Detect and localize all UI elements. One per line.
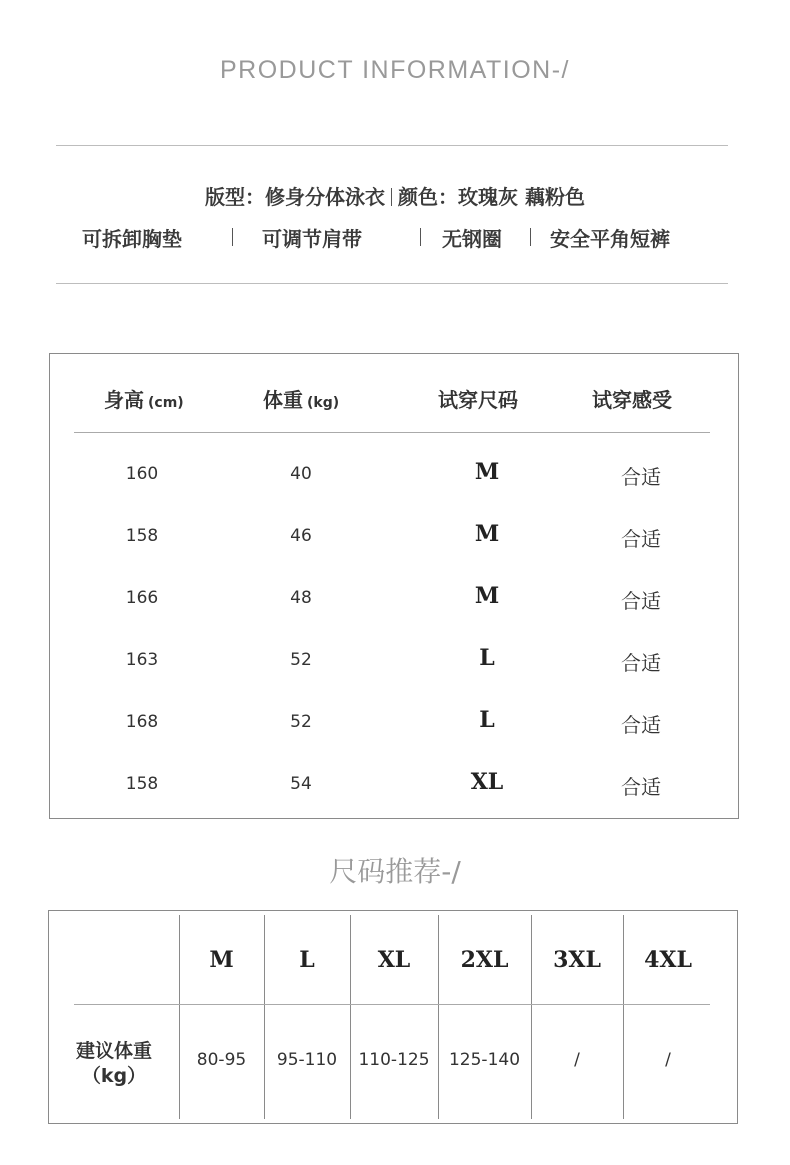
- row-feeling-cell: 合适: [621, 713, 661, 737]
- row-height-cell: 158: [125, 526, 159, 546]
- row-weight-cell: 52: [290, 650, 312, 670]
- row-feeling-cell: 合适: [621, 775, 661, 799]
- feature-safety-shorts: 安全平角短裤: [550, 227, 670, 251]
- header-weight-label: 体重: [263, 388, 303, 412]
- row-size-cell: L: [479, 645, 495, 671]
- recommend-size-3xl: 3XL: [553, 947, 601, 973]
- header-weight-unit: (kg): [307, 395, 340, 411]
- recommend-weight-2xl: 125-140: [448, 1050, 521, 1070]
- row-size-cell: M: [474, 459, 500, 485]
- info-line-style-color: [0, 181, 790, 210]
- row-height-cell: 166: [125, 588, 159, 608]
- row-weight-cell: 52: [290, 712, 312, 732]
- info-separator: [391, 188, 392, 206]
- recommend-size-l: L: [299, 947, 315, 973]
- divider-top: [56, 145, 728, 146]
- row-weight-cell: 48: [290, 588, 312, 608]
- product-information-title: PRODUCT INFORMATION-/: [219, 56, 570, 84]
- recommend-size-4xl: 4XL: [644, 947, 692, 973]
- row-height-cell: 168: [125, 712, 159, 732]
- header-height-unit: (cm): [148, 395, 184, 411]
- row-size-cell: L: [479, 707, 495, 733]
- header-height-label: 身高: [104, 388, 144, 412]
- row-weight-cell: 46: [290, 526, 312, 546]
- column-divider: [179, 915, 180, 1119]
- recommend-label-line1: 建议体重: [75, 1040, 152, 1062]
- recommend-label-line2: （kg）: [81, 1065, 147, 1087]
- recommend-weight-m: 80-95: [196, 1050, 247, 1070]
- row-size-cell: M: [474, 583, 500, 609]
- column-divider: [623, 915, 624, 1119]
- size-recommend-title: 尺码推荐-/: [329, 855, 461, 888]
- recommend-weight-3xl: /: [574, 1050, 580, 1070]
- column-divider: [264, 915, 265, 1119]
- feature-separator: [530, 228, 531, 246]
- row-weight-cell: 40: [290, 464, 312, 484]
- recommend-weight-xl: 110-125: [358, 1050, 430, 1070]
- feature-separator: [232, 228, 233, 246]
- row-size-cell: M: [474, 521, 500, 547]
- header-feeling: 试穿感受: [592, 388, 672, 412]
- row-weight-cell: 54: [290, 774, 312, 794]
- column-divider: [531, 915, 532, 1119]
- row-feeling-cell: 合适: [621, 527, 661, 551]
- row-height-cell: 160: [125, 464, 159, 484]
- recommend-size-xl: XL: [377, 947, 411, 973]
- recommend-weight-l: 95-110: [276, 1050, 338, 1070]
- info-color: 颜色：玫瑰灰 藕粉色: [398, 185, 585, 209]
- size-recommend-table: [48, 910, 738, 1124]
- recommend-weight-4xl: /: [665, 1050, 671, 1070]
- feature-no-underwire: 无钢圈: [442, 227, 502, 251]
- header-weight: [263, 384, 339, 413]
- row-feeling-cell: 合适: [621, 465, 661, 489]
- feature-removable-pads: 可拆卸胸垫: [82, 227, 182, 251]
- recommend-weight-label: [49, 1039, 179, 1089]
- row-size-cell: XL: [470, 769, 504, 795]
- feature-adjustable-straps: 可调节肩带: [262, 227, 362, 251]
- row-height-cell: 163: [125, 650, 159, 670]
- recommend-size-m: M: [209, 947, 234, 973]
- row-height-cell: 158: [125, 774, 159, 794]
- header-divider: [74, 432, 710, 433]
- info-line-features: [0, 223, 790, 253]
- fit-test-table: [49, 353, 739, 819]
- header-height: [104, 384, 184, 413]
- row-feeling-cell: 合适: [621, 651, 661, 675]
- divider-bottom: [56, 283, 728, 284]
- column-divider: [438, 915, 439, 1119]
- row-divider: [74, 1004, 710, 1005]
- column-divider: [350, 915, 351, 1119]
- recommend-size-2xl: 2XL: [460, 947, 509, 973]
- row-feeling-cell: 合适: [621, 589, 661, 613]
- header-size: 试穿尺码: [438, 388, 518, 412]
- info-style: 版型：修身分体泳衣: [205, 185, 386, 209]
- feature-separator: [420, 228, 421, 246]
